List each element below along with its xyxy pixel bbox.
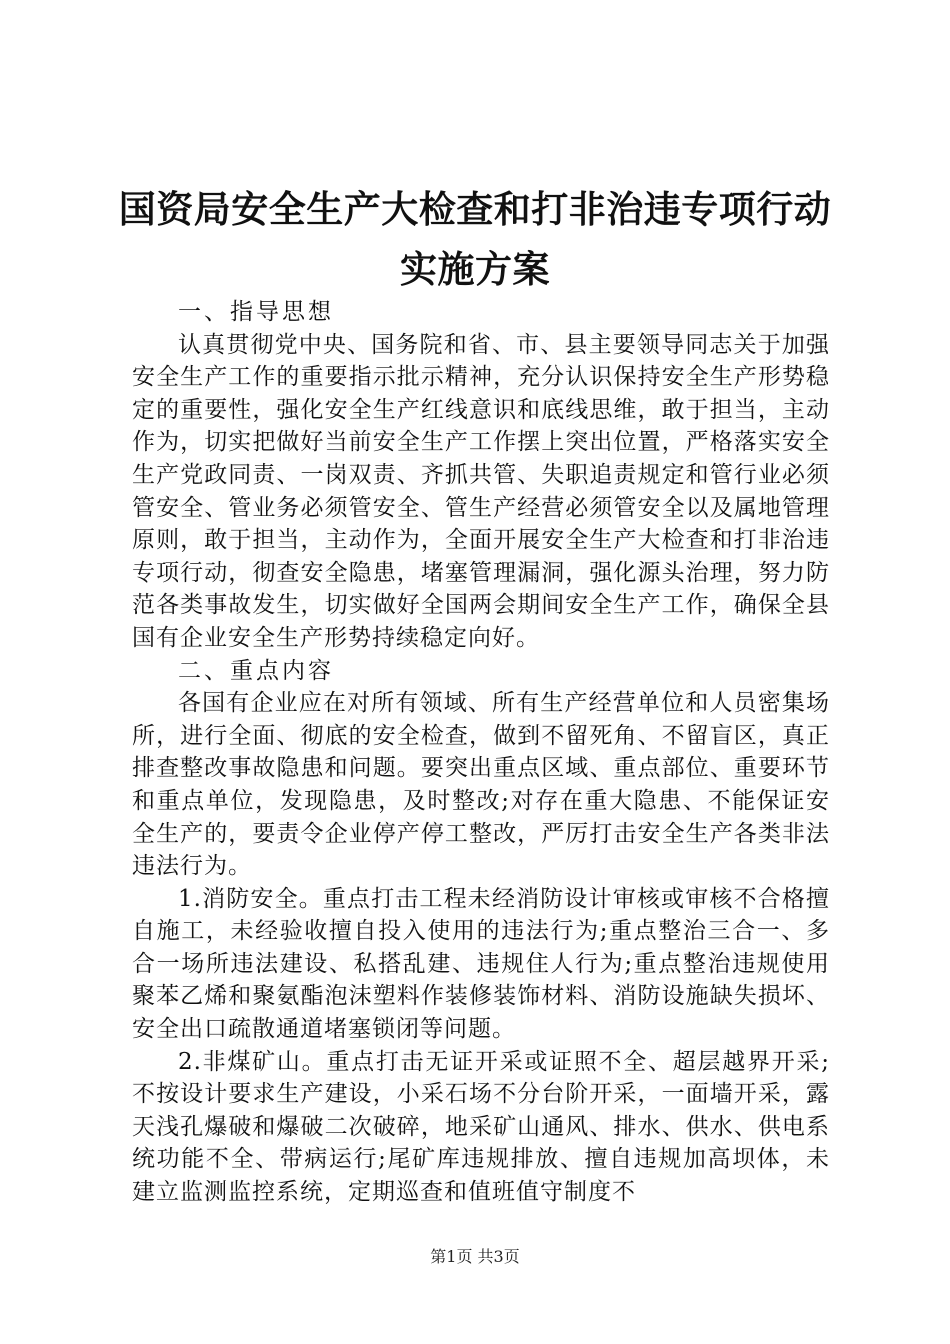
paragraph: 各国有企业应在对所有领域、所有生产经营单位和人员密集场所，进行全面、彻底的安全检查，做到不留死角、不留盲区，真正排查整改事故隐患和问题。要突出重点区域、重点部位、重要环节和重点单位，发现隐患，及时整改;对存在重大隐患、不能保证安全生产的，要责令企业停产停工整改，严厉打击安全生产各类非法违法行为。	[132, 690, 830, 880]
document-title: 国资局安全生产大检查和打非治违专项行动实施方案	[118, 188, 832, 291]
document-body	[132, 296, 830, 1209]
section-heading: 一、指导思想	[178, 299, 334, 325]
section-heading: 二、重点内容	[178, 657, 334, 684]
paragraph: 1.消防安全。重点打击工程未经消防设计审核或审核不合格擅自施工，未经验收擅自投入使用的违法行为;重点整治三合一、多合一场所违法建设、私搭乱建、违规住人行为;重点整治违规使用聚苯乙烯和聚氨酯泡沫塑料作装修装饰材料、消防设施缺失损坏、安全出口疏散通道堵塞锁闭等问题。	[132, 885, 830, 1043]
page-footer: 第1页 共3页	[430, 1247, 520, 1266]
paragraph: 2.非煤矿山。重点打击无证开采或证照不全、超层越界开采;不按设计要求生产建设，小采石场不分台阶开采，一面墙开采，露天浅孔爆破和爆破二次破碎，地采矿山通风、排水、供水、供电系统功能不全、带病运行;尾矿库违规排放、擅自违规加高坝体，未建立监测监控系统，定期巡查和值班值守制度不	[132, 1048, 830, 1206]
paragraph: 认真贯彻党中央、国务院和省、市、县主要领导同志关于加强安全生产工作的重要指示批示精神，充分认识保持安全生产形势稳定的重要性，强化安全生产红线意识和底线思维，敢于担当，主动作为，切实把做好当前安全生产工作摆上突出位置，严格落实安全生产党政同责、一岗双责、齐抓共管、失职追责规定和管行业必须管安全、管业务必须管安全、管生产经营必须管安全以及属地管理原则，敢于担当，主动作为，全面开展安全生产大检查和打非治违专项行动，彻查安全隐患，堵塞管理漏洞，强化源头治理，努力防范各类事故发生，切实做好全国两会期间安全生产工作，确保全县国有企业安全生产形势持续稳定向好。	[132, 331, 830, 651]
